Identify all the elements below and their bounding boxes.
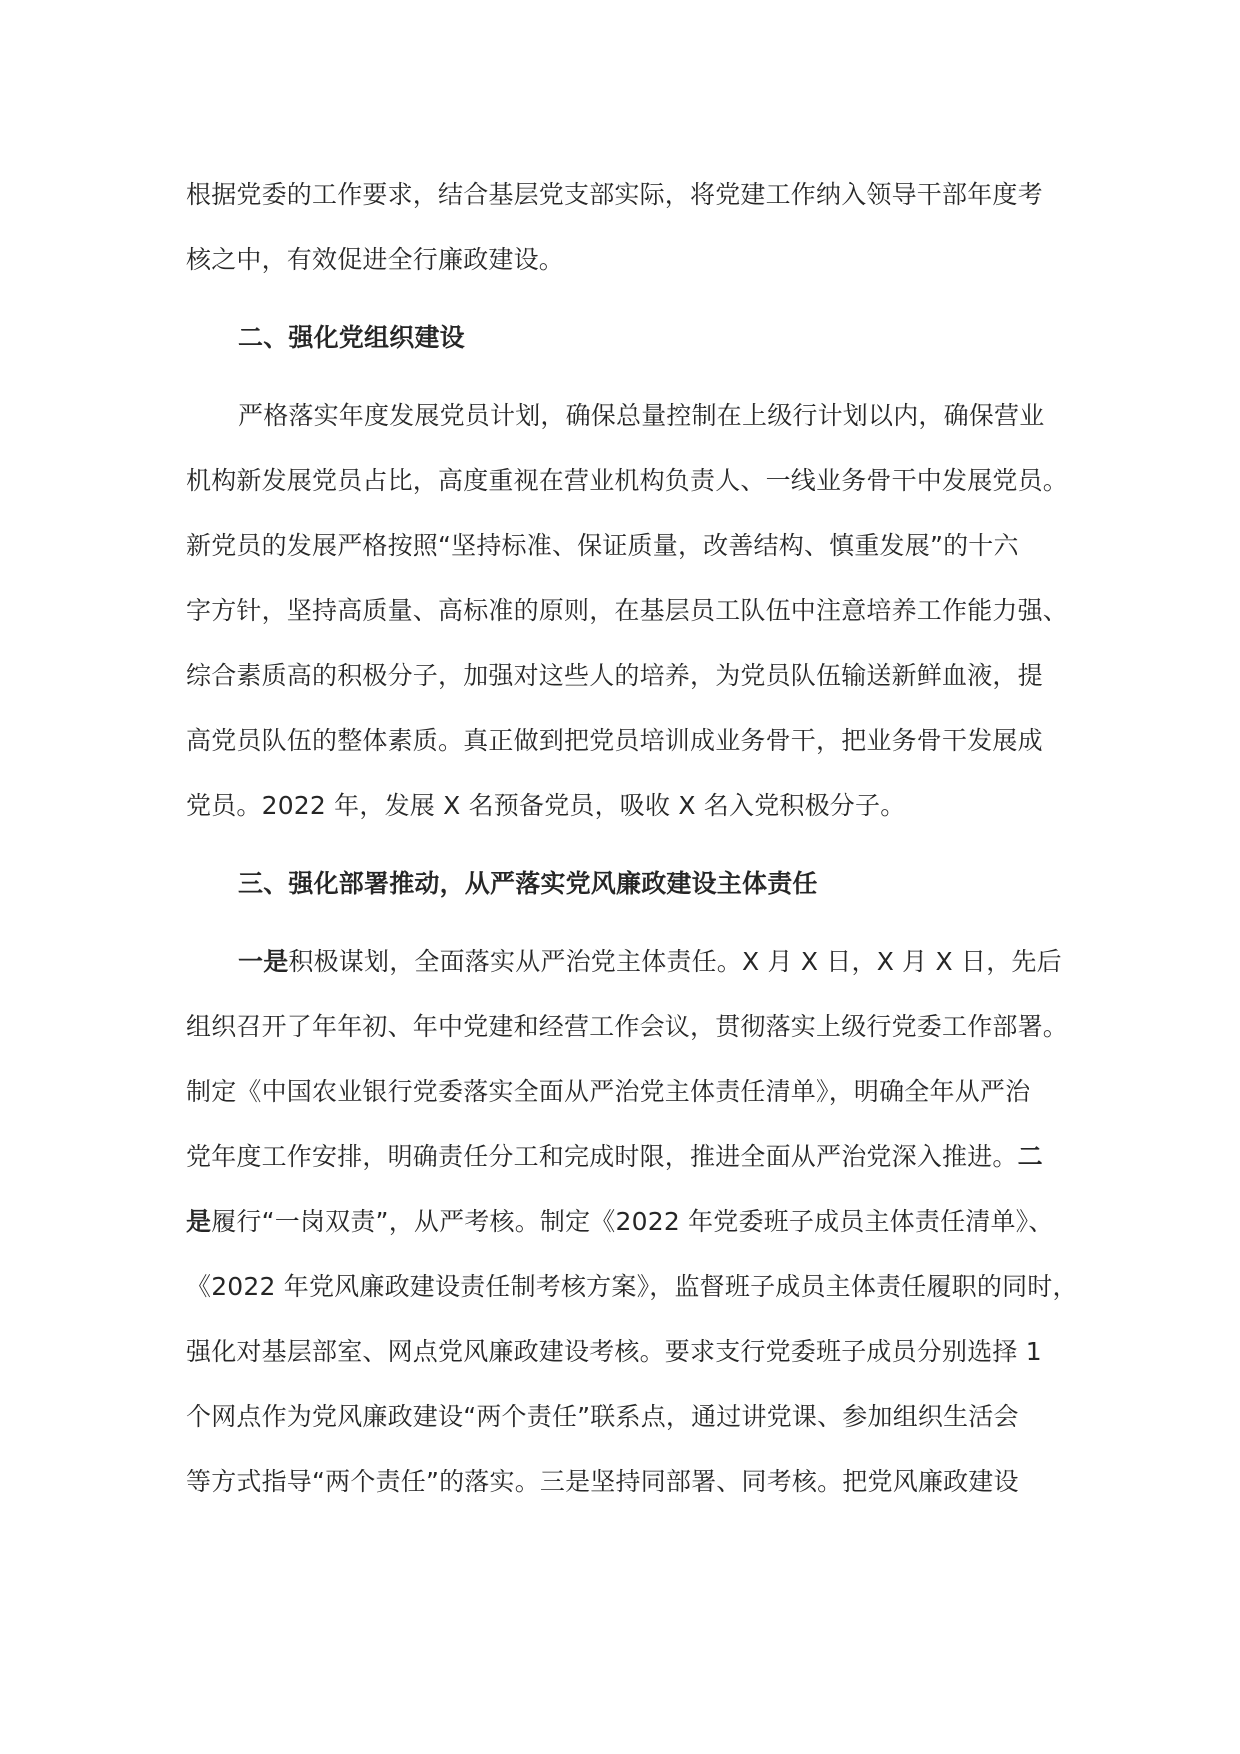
paragraph-line: [186, 929, 1066, 994]
paragraph-line: [186, 1124, 1066, 1189]
section-heading-3: 三、强化部署推动，从严落实党风廉政建设主体责任: [238, 869, 818, 898]
paragraph-line: [186, 1189, 1066, 1254]
paragraph-line: 等方式指导“两个责任”的落实。三是坚持同部署、同考核。把党风廉政建设: [186, 1467, 1019, 1496]
line-text: 党年度工作安排，明确责任分工和完成时限，推进全面从严治党深入推进。: [186, 1142, 1018, 1171]
paragraph-line: 字方针，坚持高质量、高标准的原则，在基层员工队伍中注意培养工作能力强、: [186, 596, 1069, 625]
document-body: [186, 162, 1078, 1514]
paragraph-line: 制定《中国农业银行党委落实全面从严治党主体责任清单》，明确全年从严治: [186, 1077, 1031, 1106]
bold-marker: 是: [186, 1207, 212, 1236]
paragraph-line: 强化对基层部室、网点党风廉政建设考核。要求支行党委班子成员分别选择 1: [186, 1337, 1042, 1366]
paragraph-line: 核之中，有效促进全行廉政建设。: [186, 245, 565, 274]
paragraph-line: 综合素质高的积极分子，加强对这些人的培养，为党员队伍输送新鲜血液，提: [186, 661, 1043, 690]
line-text: 履行“一岗双责”，从严考核。制定《2022 年党委班子成员主体责任清单》、: [211, 1207, 1054, 1236]
paragraph-line: 新党员的发展严格按照“坚持标准、保证质量，改善结构、慎重发展”的十六: [186, 531, 1019, 560]
bold-marker: 一是: [238, 947, 289, 976]
paragraph-line: 组织召开了年年初、年中党建和经营工作会议，贯彻落实上级行党委工作部署。: [186, 1012, 1069, 1041]
section-heading-2: 二、强化党组织建设: [238, 323, 465, 352]
line-text: 积极谋划，全面落实从严治党主体责任。X 月 X 日，X 月 X 日，先后: [288, 947, 1062, 976]
paragraph-line: 个网点作为党风廉政建设“两个责任”联系点，通过讲党课、参加组织生活会: [186, 1402, 1019, 1431]
paragraph-line: 党员。2022 年，发展 X 名预备党员，吸收 X 名入党积极分子。: [186, 791, 906, 820]
paragraph-line: 高党员队伍的整体素质。真正做到把党员培训成业务骨干，把业务骨干发展成: [186, 726, 1043, 755]
paragraph-line: 《2022 年党风廉政建设责任制考核方案》，监督班子成员主体责任履职的同时，: [186, 1272, 1078, 1301]
paragraph-line: 机构新发展党员占比，高度重视在营业机构负责人、一线业务骨干中发展党员。: [186, 466, 1069, 495]
bold-marker: 二: [1017, 1142, 1043, 1171]
paragraph-line: 严格落实年度发展党员计划，确保总量控制在上级行计划以内，确保营业: [238, 401, 1045, 430]
paragraph-line: 根据党委的工作要求，结合基层党支部实际，将党建工作纳入领导干部年度考: [186, 180, 1043, 209]
